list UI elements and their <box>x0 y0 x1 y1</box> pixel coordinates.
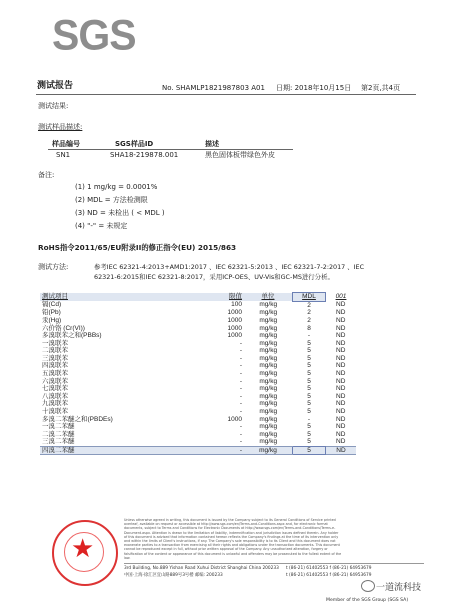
cell-test-item: 九溴联苯 <box>42 400 68 408</box>
cell-limit: 1000 <box>227 324 242 332</box>
note-1: (1) 1 mg/kg = 0.0001% <box>75 183 158 191</box>
cell-unit: mg/kg <box>259 423 278 431</box>
table-row <box>40 408 356 416</box>
cell-test-item: 一溴二苯醚 <box>42 423 75 431</box>
cell-unit: mg/kg <box>259 301 278 309</box>
cell-mdl: 5 <box>307 400 311 408</box>
star-icon: ★ <box>71 534 95 564</box>
cell-mdl: 5 <box>307 392 311 400</box>
cell-result: ND <box>336 309 346 317</box>
footer-address-en: 3rd Building, No.889 Yishan Road Xuhui District Shanghai China 200233 <box>124 566 279 571</box>
cell-test-item: 一溴联苯 <box>42 339 68 347</box>
cell-test-item: 六溴联苯 <box>42 377 68 385</box>
table-row <box>40 378 356 386</box>
note-2: (2) MDL = 方法检测限 <box>75 196 148 204</box>
cell-unit: mg/kg <box>259 385 278 393</box>
cell-limit: - <box>239 392 242 400</box>
table-row <box>40 362 356 370</box>
table-row <box>40 309 356 317</box>
sample-no: SN1 <box>56 151 71 159</box>
notes-label: 备注: <box>38 171 55 179</box>
cell-mdl: 2 <box>307 316 311 324</box>
cell-mdl: 5 <box>293 446 326 455</box>
header-rule <box>36 94 416 95</box>
sample-header-id: SGS样品ID <box>115 140 154 148</box>
cell-mdl: 5 <box>307 423 311 431</box>
footer-rule <box>124 563 424 564</box>
cell-test-item: 七溴联苯 <box>42 385 68 393</box>
cell-test-item: 八溴联苯 <box>42 392 68 400</box>
sample-id: SHA18-219878.001 <box>110 151 179 159</box>
cell-result: ND <box>336 430 346 438</box>
cell-result: ND <box>336 423 346 431</box>
cell-result: ND <box>336 400 346 408</box>
watermark-text: 一道流科技 <box>376 583 422 593</box>
cell-result: ND <box>326 446 357 455</box>
cell-test-item: 三溴二苯醚 <box>42 438 75 446</box>
cell-limit: - <box>239 370 242 378</box>
results-label: 测试结果: <box>38 102 69 110</box>
cell-test-item: 五溴联苯 <box>42 370 68 378</box>
cell-test-item: 汞(Hg) <box>42 316 62 324</box>
cell-test-item: 六价铬 (Cr(VI)) <box>42 324 85 332</box>
cell-unit: mg/kg <box>244 446 293 455</box>
cell-limit: 1000 <box>227 332 242 340</box>
footer-address-cn: 中国·上海·徐汇区宜山路889号3号楼 邮编: 200233 <box>124 573 223 578</box>
cell-limit: - <box>239 400 242 408</box>
sgs-group-member: Member of the SGS Group (SGS SA) <box>326 598 409 603</box>
page-indicator: 第2页,共4页 <box>361 84 401 92</box>
cell-result: ND <box>336 332 346 340</box>
table-row <box>40 332 356 340</box>
cell-test-item: 铅(Pb) <box>42 309 61 317</box>
table-row <box>40 400 356 408</box>
note-3: (3) ND = 未检出 ( < MDL ) <box>75 209 165 217</box>
table-row <box>40 324 356 332</box>
cell-limit: - <box>239 354 242 362</box>
cell-mdl: 5 <box>307 438 311 446</box>
cell-mdl: 5 <box>307 377 311 385</box>
official-stamp <box>52 520 118 586</box>
cell-result: ND <box>336 316 346 324</box>
cell-mdl: 5 <box>307 430 311 438</box>
cell-limit: - <box>239 430 242 438</box>
rohs-title: RoHS指令2011/65/EU附录II的修正指令(EU) 2015/863 <box>38 243 237 252</box>
cell-limit: - <box>239 385 242 393</box>
sample-desc: 黑色固体板带绿色外皮 <box>205 151 275 159</box>
table-row <box>40 340 356 348</box>
cell-mdl: 8 <box>307 324 311 332</box>
cell-result: ND <box>336 362 346 370</box>
cell-limit: 1000 <box>227 415 242 423</box>
results-table <box>40 292 356 455</box>
cell-limit: - <box>239 339 242 347</box>
cell-limit: 1000 <box>227 309 242 317</box>
method-line-1: 参考IEC 62321-4:2013+AMD1:2017 、IEC 62321-5:2013 、IEC 62321-7-2:2017 、IEC <box>94 263 365 271</box>
col-limit: 限值 <box>206 293 244 302</box>
cell-mdl: 5 <box>307 408 311 416</box>
col-mdl: MDL <box>293 293 326 302</box>
table-row <box>40 416 356 424</box>
cell-unit: mg/kg <box>259 309 278 317</box>
cell-test-item: 镉(Cd) <box>42 301 62 309</box>
cell-limit: - <box>239 377 242 385</box>
report-date: 日期: 2018年10月15日 <box>276 84 352 92</box>
cell-mdl: 2 <box>307 309 311 317</box>
method-label: 测试方法: <box>38 263 69 271</box>
cell-unit: mg/kg <box>259 392 278 400</box>
cell-mdl: 5 <box>307 362 311 370</box>
table-row <box>40 370 356 378</box>
cell-unit: mg/kg <box>259 316 278 324</box>
table-row <box>40 446 356 455</box>
footer-tel-1: t (86-21) 61402553 f (86-21) 64953679 <box>286 566 372 571</box>
method-line-2: 62321-6:2015和IEC 62321-8:2017，采用ICP-OES、UV-Vis和GC-MS进行分析。 <box>94 273 334 281</box>
cell-test-item: 十溴联苯 <box>42 408 68 416</box>
wechat-icon <box>361 580 375 592</box>
table-row <box>40 301 356 309</box>
cell-limit: - <box>239 408 242 416</box>
cell-unit: mg/kg <box>259 415 278 423</box>
terms-fine-print: Unless otherwise agreed in writing, this document is issued by the Company subject to its General Conditions of Service printed overleaf, available on request or accessible at http://www.sgs.com/en/Terms-and-Conditions.aspx and, for electronic format documents, subject to Terms and Conditions for Electronic Documents at http://www.sgs.com/en/Terms-and-Conditions/Terms-e-Document.aspx. Attention is drawn to the limitation of liability, indemnification and jurisdiction issues defined therein. Any holder of this document is advised that information contained hereon reflects the Company's findings at the time of its intervention only and within the limits of Client's instructions, if any. The Company's sole responsibility is to its Client and this document does not exonerate parties to a transaction from exercising all their rights and obligations under the transaction documents. This document cannot be reproduced except in full, without prior written approval of the Company. Any unauthorized alteration, forgery or falsification of the content or appearance of this document is unlawful and offenders may be prosecuted to the fullest extent of the law. <box>124 518 342 560</box>
cell-unit: mg/kg <box>259 400 278 408</box>
cell-unit: mg/kg <box>259 377 278 385</box>
cell-unit: mg/kg <box>259 362 278 370</box>
cell-test-item: 四溴二苯醚 <box>40 446 206 455</box>
sample-table-rule <box>48 149 293 150</box>
cell-limit: 100 <box>231 301 242 309</box>
cell-unit: mg/kg <box>259 347 278 355</box>
table-row <box>40 347 356 355</box>
col-test-item: 测试项目 <box>40 293 206 302</box>
cell-limit: 1000 <box>227 316 242 324</box>
cell-result: ND <box>336 377 346 385</box>
table-row <box>40 385 356 393</box>
cell-unit: mg/kg <box>259 430 278 438</box>
cell-unit: mg/kg <box>259 438 278 446</box>
cell-limit: - <box>239 423 242 431</box>
col-sample-001: 001 <box>326 293 357 302</box>
cell-mdl: 2 <box>307 301 311 309</box>
sample-header-desc: 描述 <box>205 140 219 148</box>
cell-test-item: 多溴二苯醚之和(PBDEs) <box>42 415 113 423</box>
cell-result: ND <box>336 339 346 347</box>
sample-desc-label: 测试样品描述: <box>38 123 83 131</box>
cell-test-item: 四溴联苯 <box>42 362 68 370</box>
table-row <box>40 423 356 431</box>
table-row <box>40 393 356 401</box>
cell-mdl: - <box>307 415 311 423</box>
cell-unit: mg/kg <box>259 408 278 416</box>
cell-test-item: 二溴联苯 <box>42 347 68 355</box>
cell-mdl: 5 <box>307 385 311 393</box>
cell-limit: - <box>239 347 242 355</box>
cell-result: ND <box>336 392 346 400</box>
cell-test-item: 三溴联苯 <box>42 354 68 362</box>
results-header-row <box>40 293 356 302</box>
cell-result: ND <box>336 347 346 355</box>
report-number: No. SHAMLP1821987803 A01 <box>162 84 265 92</box>
cell-mdl: 5 <box>307 347 311 355</box>
table-row <box>40 317 356 325</box>
cell-unit: mg/kg <box>259 339 278 347</box>
table-row <box>40 355 356 363</box>
cell-result: ND <box>336 438 346 446</box>
report-title: 测试报告 <box>37 81 74 91</box>
cell-mdl: 5 <box>307 370 311 378</box>
cell-test-item: 二溴二苯醚 <box>42 430 75 438</box>
sample-header-no: 样品编号 <box>52 140 80 148</box>
note-4: (4) "-" = 未规定 <box>75 222 128 230</box>
footer-tel-2: t (86-21) 61402553 f (86-21) 64953679 <box>286 573 372 578</box>
cell-test-item: 多溴联苯之和(PBBs) <box>42 332 102 340</box>
col-unit: 单位 <box>244 293 293 302</box>
cell-result: ND <box>336 301 346 309</box>
cell-limit: - <box>239 362 242 370</box>
cell-result: ND <box>336 415 346 423</box>
cell-result: ND <box>336 408 346 416</box>
cell-result: ND <box>336 370 346 378</box>
cell-mdl: - <box>307 332 311 340</box>
cell-unit: mg/kg <box>259 354 278 362</box>
cell-mdl: 5 <box>307 354 311 362</box>
table-row <box>40 431 356 439</box>
cell-unit: mg/kg <box>259 324 278 332</box>
cell-result: ND <box>336 324 346 332</box>
cell-unit: mg/kg <box>259 370 278 378</box>
sgs-logo: SGS <box>52 10 136 60</box>
cell-unit: mg/kg <box>259 332 278 340</box>
table-row <box>40 438 356 446</box>
cell-result: ND <box>336 385 346 393</box>
cell-limit: - <box>239 438 242 446</box>
cell-mdl: 5 <box>307 339 311 347</box>
cell-limit: - <box>206 446 244 455</box>
cell-result: ND <box>336 354 346 362</box>
